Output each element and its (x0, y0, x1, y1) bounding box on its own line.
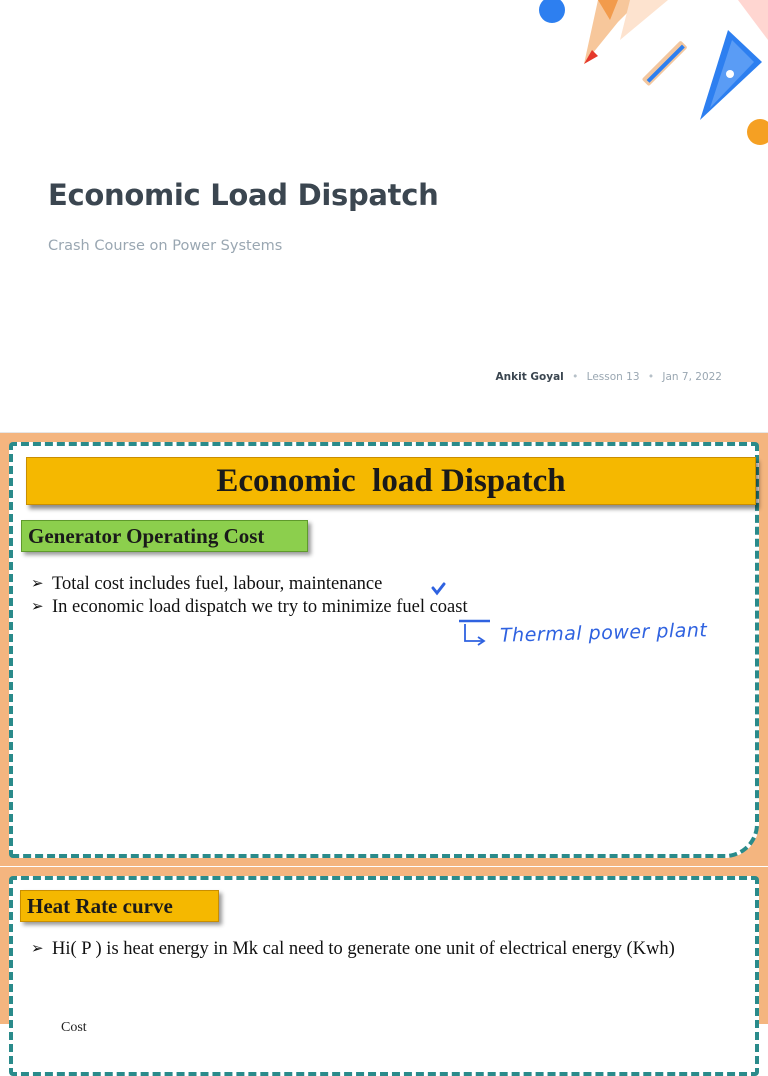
meta-separator: • (647, 371, 655, 383)
page-title: Economic Load Dispatch (48, 178, 439, 212)
lesson-date: Jan 7, 2022 (662, 371, 722, 383)
bullet-arrow-icon: ➢ (31, 941, 44, 957)
axis-label-fragment: Cost (61, 1020, 87, 1035)
slide-frame (9, 876, 759, 1076)
lecture-slide-heat-rate (0, 867, 768, 1035)
pencil-icon (584, 0, 668, 64)
bullet-list (31, 938, 721, 961)
bullet-text: Hi( P ) is heat energy in Mk cal need to generate one unit of electrical energy (Kwh) (52, 939, 675, 959)
lesson-meta (496, 371, 722, 383)
course-subtitle: Crash Course on Power Systems (48, 238, 283, 254)
slide-banner: Economic load Dispatch (26, 457, 756, 505)
lesson-number: Lesson 13 (586, 371, 640, 383)
bullet-item (31, 573, 468, 596)
bullet-item (31, 938, 721, 961)
bullet-text: Total cost includes fuel, labour, maintenance (52, 574, 383, 594)
pen-nib-icon (700, 0, 768, 120)
pen-tool-icon (642, 40, 688, 86)
bullet-arrow-icon: ➢ (31, 599, 44, 615)
meta-separator: • (572, 371, 579, 383)
bullet-text: In economic load dispatch we try to minimize fuel coast (52, 597, 468, 617)
arrow-stroke (465, 624, 483, 641)
blue-dot-icon (539, 0, 565, 23)
bullet-list (31, 573, 468, 619)
bullet-item (31, 596, 468, 619)
author-name: Ankit Goyal (495, 371, 564, 383)
title-slide (0, 0, 768, 433)
arrow-head-icon (478, 637, 484, 645)
orange-dot-icon (747, 119, 768, 145)
stationery-decoration (520, 0, 768, 160)
section-heading: Generator Operating Cost (21, 520, 308, 552)
annotation-ink (13, 446, 763, 862)
handwritten-note: Thermal power plant (499, 619, 708, 647)
slide-frame (9, 442, 759, 858)
lecture-slide-generator-cost (0, 433, 768, 866)
bullet-arrow-icon: ➢ (31, 576, 44, 592)
section-heading: Heat Rate curve (20, 890, 219, 922)
